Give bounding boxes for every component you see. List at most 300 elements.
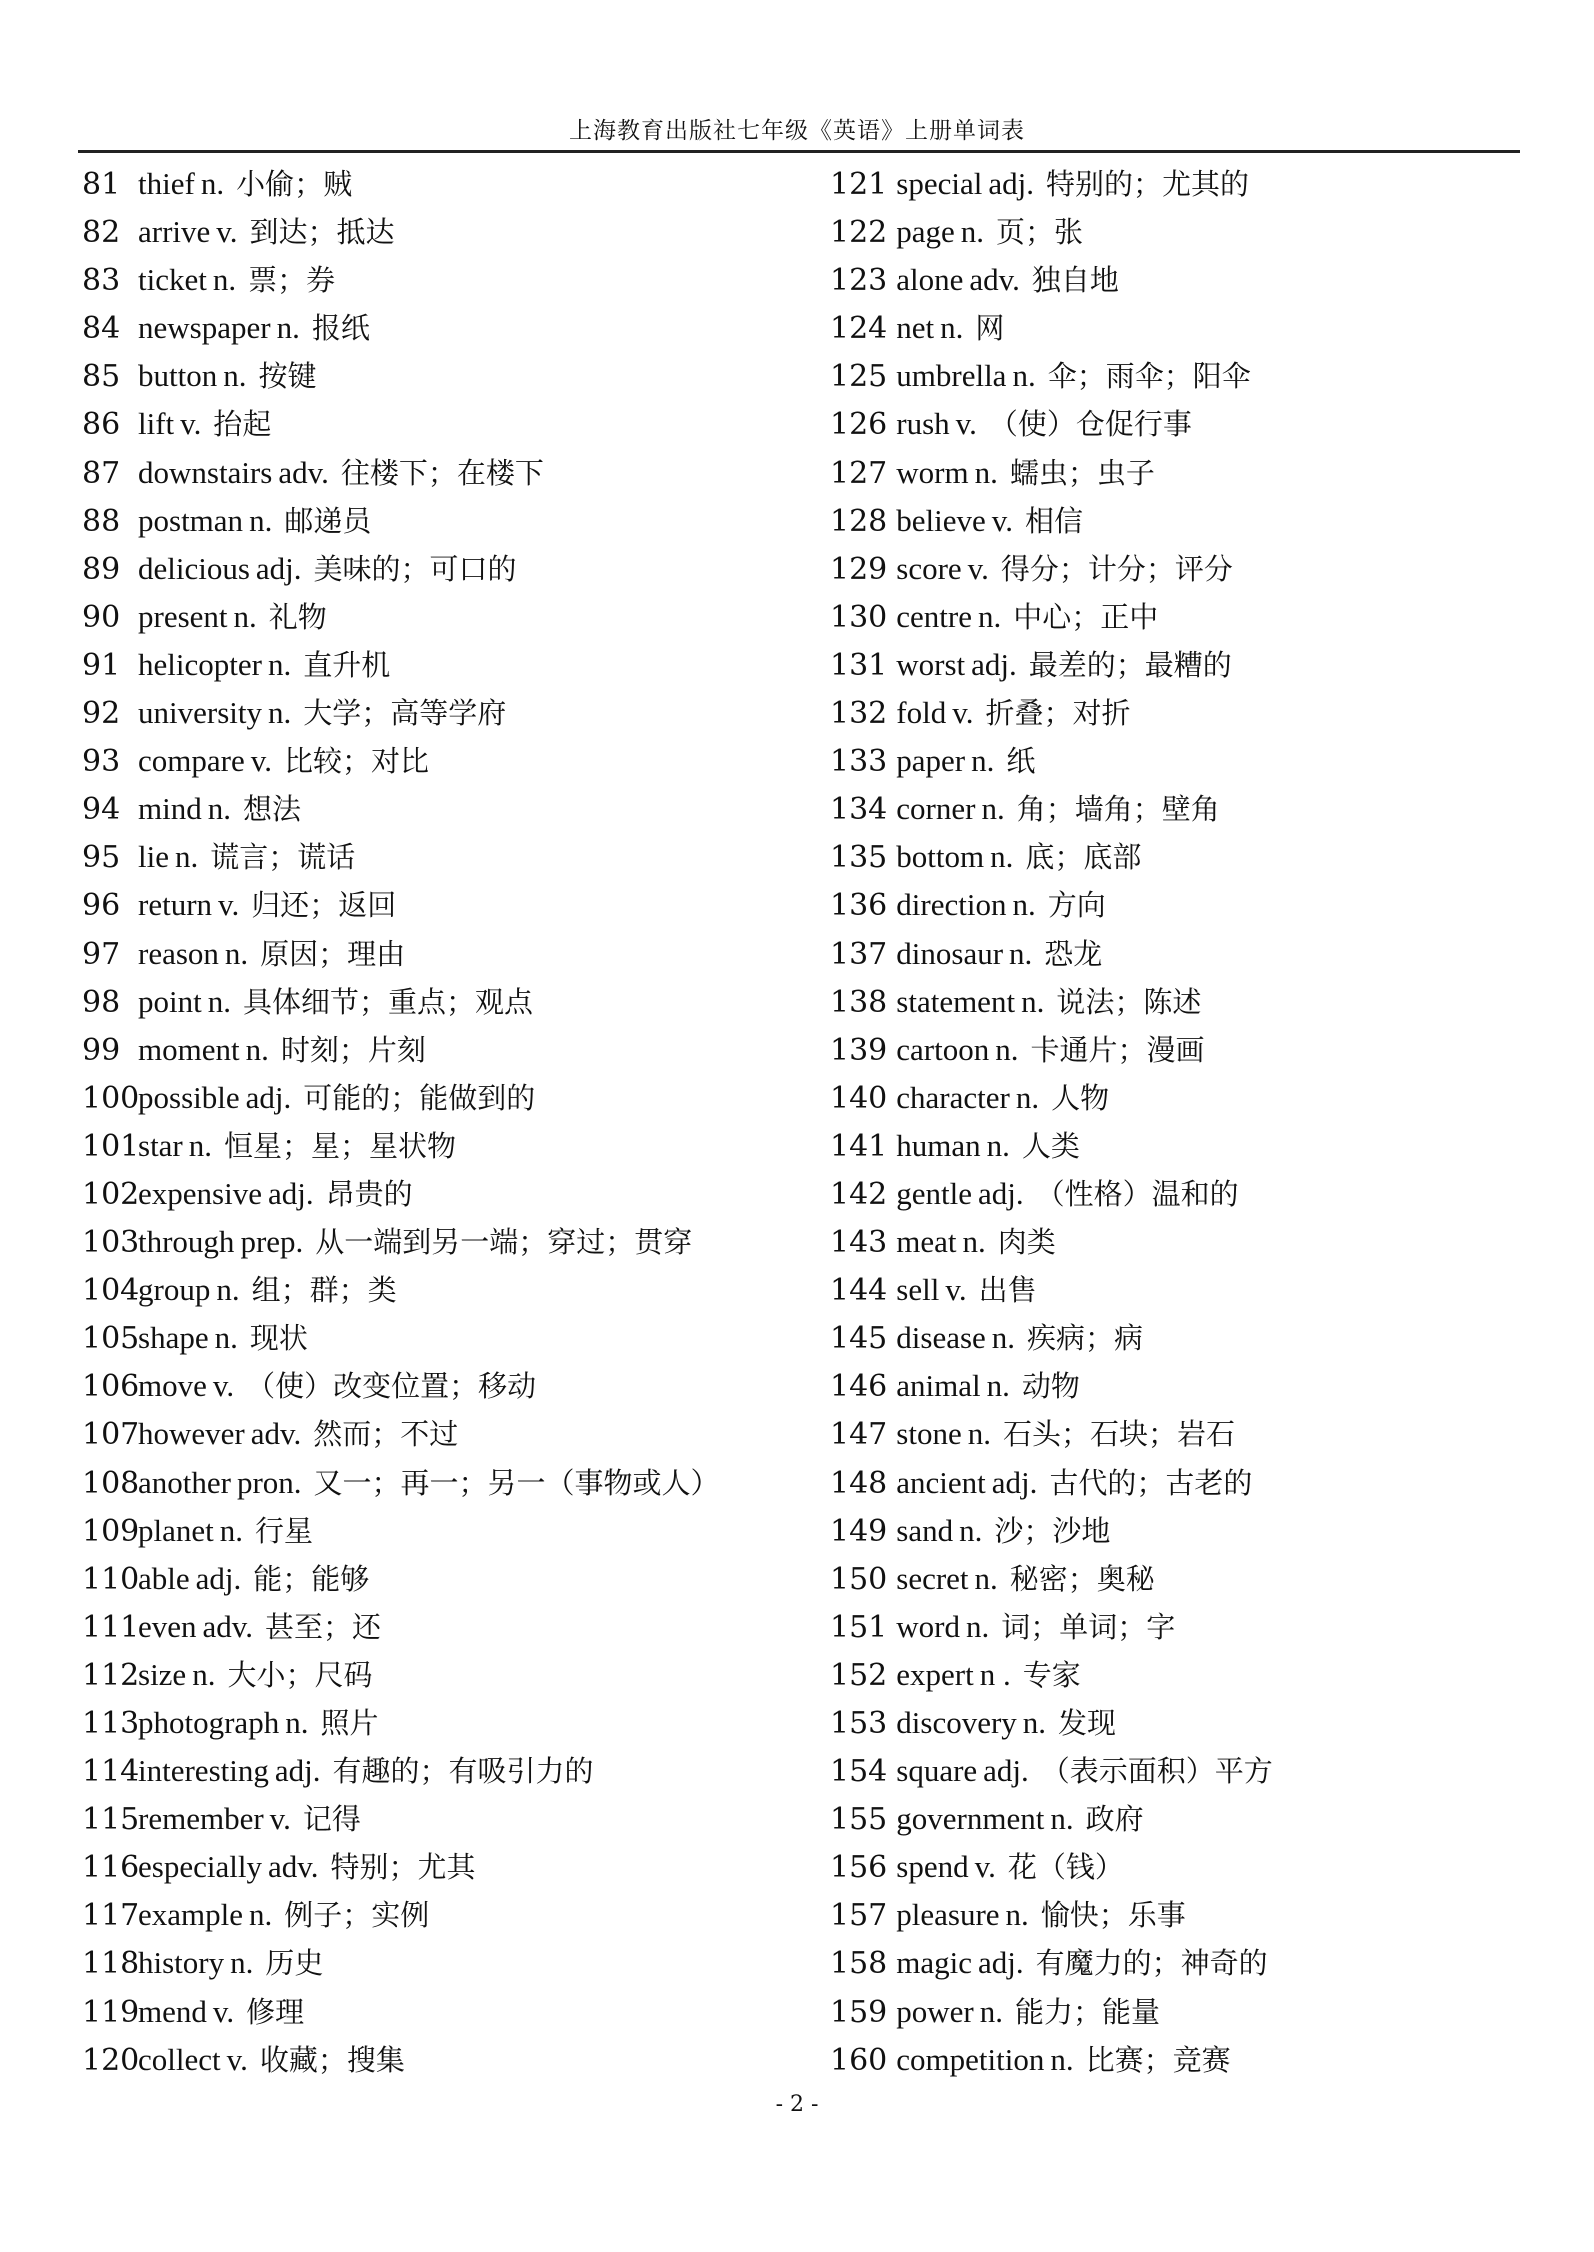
vocab-entry: [82, 1795, 720, 1843]
entry-meaning: 愉快；乐事: [1040, 1898, 1186, 1933]
entry-meaning: 按键: [258, 359, 317, 394]
entry-part-of-speech: adj.: [267, 1175, 314, 1211]
vocab-entry: [82, 304, 720, 352]
entry-meaning: 时刻；片刻: [280, 1032, 426, 1067]
vocab-entry: [830, 2036, 1273, 2084]
entry-number: 95: [82, 840, 121, 876]
vocab-column-right: [830, 160, 1273, 2084]
vocab-entry: [82, 689, 720, 737]
entry-number: 101: [82, 1128, 140, 1164]
vocab-entry: [82, 833, 720, 881]
entry-part-of-speech: n.: [212, 262, 237, 298]
entry-word: statement: [896, 983, 1016, 1019]
entry-meaning: 肉类: [997, 1225, 1056, 1260]
vocab-entry: [830, 689, 1273, 737]
entry-word: dinosaur: [896, 935, 1004, 971]
entry-number: 83: [82, 263, 121, 299]
entry-number: 137: [830, 936, 888, 972]
entry-number: 109: [82, 1513, 140, 1549]
entry-part-of-speech: v.: [212, 1368, 235, 1404]
entry-number: 106: [82, 1369, 140, 1405]
entry-word: word: [896, 1608, 960, 1644]
entry-number: 111: [82, 1609, 140, 1645]
entry-meaning: 甚至；还: [265, 1609, 382, 1644]
entry-number: 116: [82, 1850, 140, 1886]
entry-part-of-speech: adv.: [250, 1416, 302, 1452]
entry-meaning: 卡通片；漫画: [1030, 1032, 1205, 1067]
entry-meaning: 谎言；谎话: [210, 840, 356, 875]
entry-word: even: [138, 1608, 197, 1644]
vocab-entry: [82, 737, 720, 785]
entry-number: 138: [830, 984, 888, 1020]
vocab-entry: [82, 641, 720, 689]
vocab-entry: [830, 1266, 1273, 1314]
entry-meaning: 恒星；星；星状物: [224, 1128, 457, 1163]
vocab-entry: [82, 1843, 720, 1891]
entry-part-of-speech: n.: [971, 743, 995, 779]
vocab-entry: [830, 1459, 1273, 1507]
entry-part-of-speech: n.: [1021, 983, 1045, 1019]
vocab-entry: [830, 593, 1273, 641]
entry-part-of-speech: n.: [1012, 887, 1036, 923]
vocab-entry: [830, 1843, 1273, 1891]
entry-meaning: 记得: [302, 1802, 361, 1837]
entry-word: able: [138, 1560, 190, 1596]
entry-meaning: 伞；雨伞；阳伞: [1047, 359, 1251, 394]
vocab-entry: [830, 1314, 1273, 1362]
entry-word: planet: [138, 1512, 214, 1548]
entry-part-of-speech: adj.: [195, 1560, 242, 1596]
entry-number: 136: [830, 888, 888, 924]
entry-meaning: 说法；陈述: [1056, 984, 1202, 1019]
entry-part-of-speech: n.: [1050, 1801, 1074, 1837]
vocab-entry: [830, 785, 1273, 833]
entry-number: 102: [82, 1176, 140, 1212]
entry-meaning: 又一；再一；另一（事物或人）: [313, 1465, 720, 1500]
entry-part-of-speech: adj.: [978, 1175, 1024, 1211]
entry-word: history: [138, 1945, 225, 1981]
vocab-entry: [82, 1507, 720, 1555]
entry-number: 105: [82, 1321, 140, 1357]
entry-number: 115: [82, 1802, 140, 1838]
entry-meaning: 比较；对比: [283, 744, 429, 779]
entry-part-of-speech: n.: [959, 1512, 983, 1548]
entry-meaning: 秘密；奥秘: [1009, 1561, 1155, 1596]
entry-number: 88: [82, 503, 121, 539]
vocab-entry: [830, 1891, 1273, 1939]
entry-meaning: 得分；计分；评分: [1000, 551, 1233, 586]
vocab-entry: [82, 1218, 720, 1266]
entry-number: 119: [82, 1994, 140, 2030]
vocab-entry: [82, 785, 720, 833]
entry-word: believe: [896, 502, 986, 538]
entry-word: reason: [138, 935, 219, 971]
entry-part-of-speech: n.: [192, 1656, 216, 1692]
entry-part-of-speech: n.: [267, 646, 292, 682]
vocab-entry: [82, 1939, 720, 1987]
entry-word: cartoon: [896, 1031, 990, 1067]
vocab-entry: [82, 208, 720, 256]
entry-word: helicopter: [138, 646, 262, 682]
entry-meaning: （使）改变位置；移动: [246, 1369, 537, 1404]
entry-meaning: 从一端到另一端；穿过；贯穿: [315, 1225, 693, 1260]
entry-word: mind: [138, 791, 202, 827]
entry-word: move: [138, 1368, 207, 1404]
entry-number: 135: [830, 840, 888, 876]
entry-part-of-speech: adj.: [983, 1753, 1029, 1789]
vocab-entry: [82, 1988, 720, 2036]
header-rule: [78, 150, 1520, 153]
entry-meaning: 动物: [1021, 1369, 1080, 1404]
entry-meaning: （使）仓促行事: [988, 407, 1192, 442]
vocab-entry: [830, 1988, 1273, 2036]
entry-number: 86: [82, 407, 121, 443]
entry-number: 112: [82, 1657, 140, 1693]
entry-word: lie: [138, 839, 169, 875]
entry-meaning: 中心；正中: [1013, 599, 1159, 634]
entry-meaning: 可能的；能做到的: [303, 1080, 536, 1115]
entry-word: delicious: [138, 550, 250, 586]
entry-number: 132: [830, 696, 888, 732]
entry-part-of-speech: n.: [990, 839, 1014, 875]
entry-word: mend: [138, 1993, 207, 2029]
entry-number: 134: [830, 792, 888, 828]
entry-word: page: [896, 214, 955, 250]
entry-meaning: 历史: [265, 1946, 324, 1981]
entry-part-of-speech: n.: [967, 1416, 991, 1452]
entry-meaning: 票；券: [248, 263, 336, 298]
entry-word: score: [896, 550, 962, 586]
entry-meaning: 想法: [242, 792, 301, 827]
entry-part-of-speech: v.: [974, 1849, 996, 1885]
entry-word: government: [896, 1801, 1045, 1837]
entry-part-of-speech: adv.: [969, 262, 1020, 298]
entry-part-of-speech: adj.: [978, 1945, 1024, 1981]
entry-meaning: 直升机: [303, 647, 391, 682]
vocab-entry: [82, 1362, 720, 1410]
entry-number: 87: [82, 455, 121, 491]
entry-part-of-speech: n.: [960, 214, 985, 250]
entry-part-of-speech: n.: [214, 1320, 238, 1356]
entry-part-of-speech: v.: [216, 214, 238, 250]
entry-meaning: 最差的；最糟的: [1028, 647, 1232, 682]
page-header-title: 上海教育出版社七年级《英语》上册单词表: [569, 118, 1025, 144]
entry-part-of-speech: v.: [952, 695, 974, 731]
entry-word: direction: [896, 887, 1007, 923]
entry-word: expert: [896, 1656, 974, 1692]
entry-number: 150: [830, 1561, 888, 1597]
entry-part-of-speech: n.: [249, 502, 273, 538]
entry-part-of-speech: n.: [977, 598, 1002, 634]
entry-number: 129: [830, 551, 888, 587]
vocab-column-left: [82, 160, 720, 2084]
entry-meaning: 原因；理由: [260, 936, 406, 971]
entry-number: 84: [82, 311, 121, 347]
vocab-entry: [82, 1314, 720, 1362]
vocab-entry: [82, 2036, 720, 2084]
entry-word: thief: [138, 166, 195, 201]
entry-word: compare: [138, 743, 245, 779]
entry-part-of-speech: n.: [268, 695, 292, 731]
entry-meaning: 底；底部: [1025, 840, 1142, 875]
entry-meaning: 疾病；病: [1027, 1321, 1144, 1356]
entry-number: 159: [830, 1994, 888, 2030]
entry-word: magic: [896, 1945, 973, 1981]
entry-word: shape: [138, 1320, 209, 1356]
entry-word: expensive: [138, 1175, 262, 1211]
entry-meaning: 恐龙: [1044, 936, 1103, 971]
entry-number: 90: [82, 599, 121, 635]
entry-part-of-speech: n.: [974, 1560, 998, 1596]
entry-word: human: [896, 1127, 981, 1163]
vocab-entry: [82, 1074, 720, 1122]
entry-number: 148: [830, 1465, 888, 1501]
entry-part-of-speech: n.: [965, 1608, 990, 1644]
entry-meaning: 特别；尤其: [330, 1850, 476, 1885]
entry-word: sell: [896, 1272, 940, 1308]
vocab-entry: [82, 881, 720, 929]
entry-part-of-speech: v.: [945, 1272, 967, 1308]
vocab-entry: [830, 1795, 1273, 1843]
vocab-entry: [82, 1410, 720, 1458]
entry-number: 143: [830, 1225, 888, 1261]
vocab-entry: [830, 1699, 1273, 1747]
vocab-entry: [830, 1651, 1273, 1699]
vocab-entry: [830, 930, 1273, 978]
entry-number: 97: [82, 936, 121, 972]
entry-part-of-speech: n.: [1012, 358, 1036, 394]
entry-meaning: 有魔力的；神奇的: [1035, 1946, 1268, 1981]
entry-meaning: 然而；不过: [313, 1417, 459, 1452]
entry-number: 141: [830, 1128, 888, 1164]
vocab-entry: [830, 160, 1273, 208]
entry-number: 85: [82, 359, 121, 395]
entry-word: point: [138, 983, 202, 1019]
entry-part-of-speech: v.: [967, 550, 989, 586]
entry-word: possible: [138, 1079, 240, 1115]
entry-part-of-speech: adv.: [267, 1849, 319, 1885]
entry-word: umbrella: [896, 358, 1007, 394]
entry-word: stone: [896, 1416, 962, 1452]
entry-part-of-speech: adj.: [274, 1753, 321, 1789]
entry-part-of-speech: adj.: [991, 1464, 1038, 1500]
entry-part-of-speech: adj.: [988, 166, 1034, 201]
entry-number: 124: [830, 311, 888, 347]
entry-word: bottom: [896, 839, 985, 875]
vocab-entry: [830, 1362, 1273, 1410]
entry-part-of-speech: n.: [940, 310, 964, 346]
entry-number: 99: [82, 1032, 121, 1068]
entry-part-of-speech: n.: [224, 935, 249, 971]
entry-word: square: [896, 1753, 978, 1789]
entry-word: corner: [896, 791, 976, 827]
page-number: - 2 -: [775, 2092, 819, 2117]
entry-part-of-speech: n.: [249, 1897, 273, 1933]
entry-meaning: 沙；沙地: [994, 1513, 1111, 1548]
entry-part-of-speech: n.: [962, 1224, 986, 1260]
entry-word: secret: [896, 1560, 969, 1596]
vocab-entry: [830, 1507, 1273, 1555]
entry-meaning: 具体细节；重点；观点: [242, 984, 533, 1019]
entry-word: downstairs: [138, 454, 273, 490]
vocab-entry: [82, 930, 720, 978]
vocab-entry: [82, 352, 720, 400]
entry-number: 149: [830, 1513, 888, 1549]
entry-word: moment: [138, 1031, 240, 1067]
entry-number: 156: [830, 1850, 888, 1886]
entry-part-of-speech: n.: [200, 166, 225, 201]
entry-number: 93: [82, 744, 121, 780]
vocab-entry: [82, 449, 720, 497]
entry-word: centre: [896, 598, 972, 634]
entry-part-of-speech: n.: [207, 791, 231, 827]
vocab-entry: [830, 449, 1273, 497]
entry-meaning: 网: [975, 311, 1005, 346]
vocab-entry: [82, 1555, 720, 1603]
entry-word: gentle: [896, 1175, 973, 1211]
vocab-entry: [82, 497, 720, 545]
entry-part-of-speech: pron.: [236, 1464, 302, 1500]
entry-number: 121: [830, 167, 888, 202]
vocab-entry: [82, 1651, 720, 1699]
entry-part-of-speech: n.: [995, 1031, 1019, 1067]
entry-word: special: [896, 166, 983, 201]
entry-meaning: 页；张: [996, 215, 1084, 250]
entry-meaning: 往楼下；在楼下: [340, 455, 544, 490]
entry-number: 152: [830, 1657, 888, 1693]
entry-word: interesting: [138, 1753, 269, 1789]
entry-meaning: 邮递员: [284, 503, 372, 538]
entry-meaning: 发现: [1058, 1706, 1117, 1740]
entry-number: 81: [82, 167, 121, 202]
entry-word: return: [138, 887, 213, 923]
entry-part-of-speech: n.: [175, 839, 199, 875]
vocab-entry: [82, 978, 720, 1026]
entry-meaning: 修理: [246, 1994, 305, 2029]
entry-part-of-speech: n.: [276, 310, 300, 346]
vocab-entry: [830, 978, 1273, 1026]
entry-word: ticket: [138, 262, 207, 298]
entry-meaning: 到达；抵达: [249, 215, 395, 250]
entry-part-of-speech: n.: [1022, 1705, 1047, 1740]
entry-meaning: （性格）温和的: [1035, 1176, 1239, 1211]
entry-word: discovery: [896, 1705, 1017, 1740]
vocab-entry: [830, 1122, 1273, 1170]
entry-number: 114: [82, 1754, 140, 1790]
entry-number: 96: [82, 888, 121, 924]
entry-meaning: 出售: [978, 1273, 1037, 1308]
entry-word: net: [896, 310, 935, 346]
entry-number: 94: [82, 792, 121, 828]
entry-meaning: 人类: [1021, 1128, 1080, 1163]
entry-meaning: 有趣的；有吸引力的: [332, 1754, 594, 1789]
entry-word: power: [896, 1993, 974, 2029]
entry-part-of-speech: n.: [974, 454, 998, 490]
entry-meaning: 人物: [1051, 1080, 1110, 1115]
vocab-entry: [830, 545, 1273, 593]
entry-number: 140: [830, 1080, 888, 1116]
entry-part-of-speech: v.: [218, 887, 240, 923]
entry-number: 107: [82, 1417, 140, 1453]
entry-part-of-speech: n.: [979, 1993, 1003, 2029]
entry-number: 123: [830, 263, 888, 299]
entry-meaning: 大小；尺码: [227, 1657, 373, 1692]
entry-word: star: [138, 1127, 183, 1163]
entry-meaning: 比赛；竞赛: [1085, 2042, 1231, 2077]
entry-part-of-speech: n.: [1015, 1079, 1040, 1115]
entry-number: 113: [82, 1706, 140, 1741]
entry-word: character: [896, 1079, 1010, 1115]
entry-number: 147: [830, 1417, 888, 1453]
entry-meaning: 古代的；古老的: [1049, 1465, 1253, 1500]
entry-part-of-speech: v.: [269, 1801, 291, 1837]
entry-word: postman: [138, 502, 244, 538]
entry-meaning: 美味的；可口的: [313, 551, 517, 586]
vocab-entry: [82, 1266, 720, 1314]
entry-word: disease: [896, 1320, 986, 1356]
entry-word: group: [138, 1272, 211, 1308]
entry-word: photograph: [138, 1705, 280, 1740]
entry-part-of-speech: n.: [1050, 2041, 1074, 2077]
entry-number: 145: [830, 1321, 888, 1357]
entry-meaning: 昂贵的: [325, 1176, 413, 1211]
entry-word: rush: [896, 406, 950, 442]
vocab-entry: [82, 1699, 720, 1747]
entry-number: 131: [830, 647, 888, 683]
entry-meaning: 花（钱）: [1007, 1850, 1124, 1885]
entry-part-of-speech: adv.: [202, 1608, 254, 1644]
entry-part-of-speech: n.: [223, 358, 247, 394]
entry-part-of-speech: n.: [230, 1945, 254, 1981]
vocab-entry: [82, 1026, 720, 1074]
entry-part-of-speech: v.: [180, 406, 202, 442]
entry-number: 160: [830, 2042, 888, 2078]
vocab-entry: [830, 1410, 1273, 1458]
entry-number: 128: [830, 503, 888, 539]
vocab-entry: [830, 881, 1273, 929]
vocab-entry: [830, 1939, 1273, 1987]
entry-number: 133: [830, 744, 888, 780]
entry-number: 120: [82, 2042, 140, 2078]
entry-meaning: 例子；实例: [284, 1898, 430, 1933]
entry-number: 158: [830, 1946, 888, 1982]
entry-number: 110: [82, 1561, 140, 1597]
entry-word: ancient: [896, 1464, 986, 1500]
entry-word: another: [138, 1464, 231, 1500]
entry-part-of-speech: adj.: [245, 1079, 292, 1115]
entry-word: size: [138, 1656, 187, 1692]
entry-meaning: 独自地: [1031, 263, 1119, 298]
entry-part-of-speech: v.: [991, 502, 1014, 538]
vocab-entry: [82, 400, 720, 448]
entry-word: especially: [138, 1849, 262, 1885]
entry-number: 157: [830, 1898, 888, 1934]
vocab-entry: [830, 1074, 1273, 1122]
entry-word: remember: [138, 1801, 264, 1837]
entry-meaning: 纸: [1006, 744, 1036, 779]
entry-meaning: 专家: [1022, 1657, 1081, 1692]
entry-part-of-speech: n.: [233, 598, 257, 634]
entry-word: spend: [896, 1849, 969, 1885]
entry-part-of-speech: n.: [216, 1272, 240, 1308]
entry-word: paper: [896, 743, 966, 779]
vocab-entry: [830, 352, 1273, 400]
entry-word: lift: [138, 406, 175, 442]
entry-word: newspaper: [138, 310, 271, 346]
entry-part-of-speech: adj.: [971, 646, 1017, 682]
vocab-entry: [82, 545, 720, 593]
entry-meaning: 蠕虫；虫子: [1009, 455, 1155, 490]
